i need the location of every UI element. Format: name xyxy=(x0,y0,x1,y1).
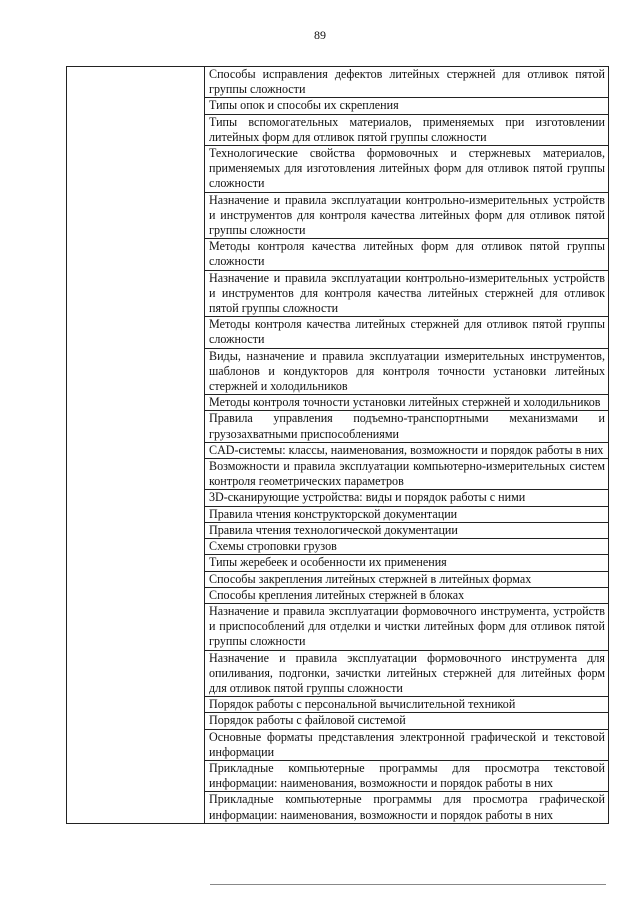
item-text: Основные форматы представления электронной графической и текстовой информации xyxy=(209,729,605,759)
item-text: Способы крепления литейных стержней в блоках xyxy=(209,587,465,602)
item-text: Виды, назначение и правила эксплуатации измерительных инструментов, шаблонов и кондукторов для контроля точности установки литейных стержней и холодильников xyxy=(209,348,605,394)
item-text: 3D-сканирующие устройства: виды и порядок работы с ними xyxy=(209,490,526,505)
item-text: Способы исправления дефектов литейных стержней для отливок пятой группы сложности xyxy=(209,67,605,97)
knowledge-item xyxy=(205,239,609,270)
knowledge-item xyxy=(205,348,609,395)
item-text: Назначение и правила эксплуатации формовочного инструмента, устройств и приспособлений для отделки и чистки литейных форм для отливок пятой группы сложности xyxy=(209,603,605,649)
knowledge-item xyxy=(205,522,609,538)
item-text: Прикладные компьютерные программы для просмотра текстовой информации: наименования, возможности и порядок работы в них xyxy=(209,760,605,791)
item-text: Правила чтения конструкторской документации xyxy=(209,506,458,521)
knowledge-item xyxy=(205,317,609,348)
knowledge-item xyxy=(205,490,609,506)
knowledge-item xyxy=(205,270,609,317)
item-text: Правила управления подъемно-транспортными механизмами и грузозахватными приспособлениями xyxy=(209,411,605,441)
item-text: Схемы строповки грузов xyxy=(209,539,337,554)
knowledge-item xyxy=(205,587,609,603)
item-text: Типы вспомогательных материалов, применяемых при изготовлении литейных форм для отливок пятой группы сложности xyxy=(209,114,605,144)
item-text: CAD-системы: классы, наименования, возможности и порядок работы в них xyxy=(209,442,604,457)
item-text: Назначение и правила эксплуатации формовочного инструмента для опиливания, подгонки, зачистки литейных стержней для литейных форм для отливок пятой группы сложности xyxy=(209,650,605,695)
knowledge-table xyxy=(66,66,609,824)
knowledge-item xyxy=(205,603,609,650)
table-row xyxy=(67,67,609,98)
item-text: Назначение и правила эксплуатации контрольно-измерительных устройств и инструментов для контроля качества литейных форм для отливок пятой группы сложности xyxy=(209,192,605,238)
knowledge-item xyxy=(205,792,609,823)
knowledge-item xyxy=(205,571,609,587)
item-text: Возможности и правила эксплуатации компьютерно-измерительных систем контроля геометрических параметров xyxy=(209,459,605,489)
knowledge-item xyxy=(205,697,609,713)
item-text: Правила чтения технологической документации xyxy=(209,522,458,537)
knowledge-item xyxy=(205,760,609,791)
item-text: Методы контроля качества литейных форм для отливок пятой группы сложности xyxy=(209,239,605,269)
knowledge-item xyxy=(205,114,609,145)
knowledge-item xyxy=(205,98,609,114)
item-text: Технологические свойства формовочных и стержневых материалов, применяемых для изготовления литейных форм для отливок пятой группы сложности xyxy=(209,146,605,191)
knowledge-item xyxy=(205,67,609,98)
item-text: Типы опок и способы их скрепления xyxy=(209,98,399,113)
page-number: 89 xyxy=(314,28,326,42)
knowledge-item xyxy=(205,192,609,239)
item-text: Порядок работы с файловой системой xyxy=(209,713,406,728)
knowledge-item xyxy=(205,395,609,411)
item-text: Способы закрепления литейных стержней в литейных формах xyxy=(209,571,532,586)
knowledge-item xyxy=(205,411,609,442)
knowledge-item xyxy=(205,539,609,555)
item-text: Прикладные компьютерные программы для просмотра графической информации: наименования, возможности и порядок работы в них xyxy=(209,792,605,822)
knowledge-item xyxy=(205,713,609,729)
item-text: Типы жеребеек и особенности их применения xyxy=(209,555,447,570)
item-text: Назначение и правила эксплуатации контрольно-измерительных устройств и инструментов для контроля качества литейных стержней для отливок пятой группы сложности xyxy=(209,270,605,316)
knowledge-item xyxy=(205,442,609,458)
knowledge-item xyxy=(205,650,609,697)
knowledge-item xyxy=(205,729,609,760)
knowledge-item xyxy=(205,555,609,571)
knowledge-item xyxy=(205,506,609,522)
knowledge-item xyxy=(205,146,609,193)
item-text: Порядок работы с персональной вычислительной техникой xyxy=(209,697,516,712)
bottom-divider xyxy=(210,884,606,885)
item-text: Методы контроля точности установки литейных стержней и холодильников xyxy=(209,395,601,410)
item-text: Методы контроля качества литейных стержней для отливок пятой группы сложности xyxy=(209,317,605,347)
label-cell xyxy=(67,67,205,824)
knowledge-item xyxy=(205,459,609,490)
